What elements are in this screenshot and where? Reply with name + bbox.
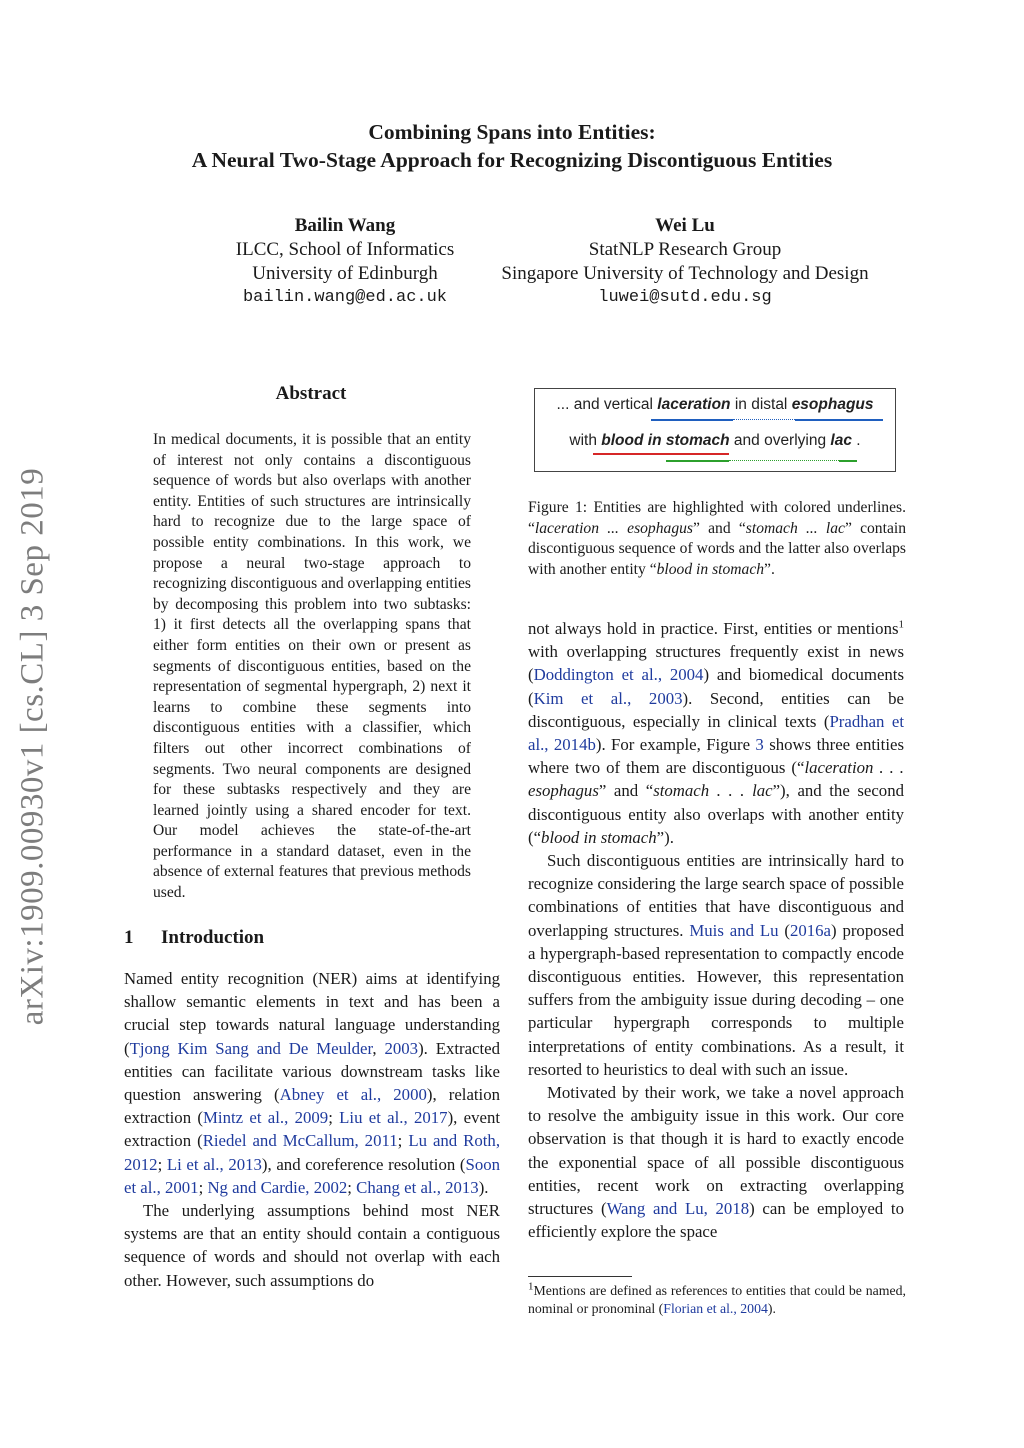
citation-link[interactable]: Florian et al., 2004 <box>663 1301 768 1316</box>
arxiv-identifier: arXiv:1909.00930v1 [cs.CL] 3 Sep 2019 <box>14 467 51 1026</box>
citation-link[interactable]: Muis and Lu <box>689 920 779 940</box>
text-run: not always hold in practice. First, entities or mentions <box>528 619 899 638</box>
italic-text: blood in stomach <box>541 827 657 847</box>
entity-underline-blue <box>795 419 883 421</box>
paragraph <box>528 617 904 849</box>
text-run: Named entity recognition (NER) aims at identifying shallow semantic elements in text and has been a crucial step towards natural language understanding ( <box>124 969 500 1058</box>
figure-text: . <box>851 432 861 449</box>
citation-link[interactable]: Chang et al., 2013 <box>356 1177 479 1197</box>
author-block-1 <box>200 214 490 310</box>
entity-esophagus: esophagus <box>791 396 874 413</box>
intro-right-column <box>528 617 904 1243</box>
italic-text: laceration ... esophagus <box>534 519 693 537</box>
author-email[interactable]: bailin.wang@ed.ac.uk <box>242 288 448 307</box>
text-run: ) can be employed to efficiently explore the space <box>528 1199 904 1242</box>
footnote-marker[interactable]: 1 <box>528 1280 534 1293</box>
text-run: ; <box>397 1131 409 1151</box>
text-run: ; <box>198 1177 208 1197</box>
entity-blood-in-stomach: blood in stomach <box>601 432 730 449</box>
text-run: ” and “ <box>693 519 746 537</box>
citation-link[interactable]: Liu et al., 2017 <box>339 1108 448 1128</box>
text-run: ; <box>157 1154 167 1174</box>
section-title: Introduction <box>161 927 265 948</box>
entity-underline-red <box>593 453 729 455</box>
citation-link[interactable]: Soon et al., 2001 <box>124 1154 500 1197</box>
text-run: ), event extraction ( <box>124 1108 500 1151</box>
text-run: ” and “ <box>598 781 654 801</box>
text-run: ) and biomedical documents ( <box>528 665 904 708</box>
author-block-2 <box>480 214 890 310</box>
citation-link[interactable]: Pradhan et al., 2014b <box>528 711 904 755</box>
author-email[interactable]: luwei@sutd.edu.sg <box>598 288 772 307</box>
entity-laceration: laceration <box>657 396 731 413</box>
citation-link[interactable]: Doddington et al., 2004 <box>533 665 704 685</box>
entity-underline-blue-dotted <box>733 419 795 420</box>
text-run: ). Second, entities can be discontiguous, especially in clinical texts ( <box>528 688 904 731</box>
figure-text: in distal <box>730 396 792 413</box>
paragraph <box>124 967 500 1199</box>
entity-underline-blue <box>651 419 733 421</box>
citation-link[interactable]: 2016a <box>789 920 831 940</box>
citation-link[interactable]: Lu and Roth, 2012 <box>124 1131 501 1174</box>
citation-link[interactable]: Abney et al., 2000 <box>279 1085 427 1105</box>
citation-link[interactable]: Ng and Cardie, 2002 <box>207 1177 348 1197</box>
author-affiliation: ILCC, School of Informatics <box>235 239 455 260</box>
section-number: 1 <box>124 927 134 948</box>
citation-link[interactable]: Wang and Lu, 2018 <box>606 1199 750 1219</box>
text-run: ; <box>347 1177 357 1197</box>
text-run: ; <box>328 1108 340 1128</box>
title-line-2: A Neural Two-Stage Approach for Recognizing Discontiguous Entities <box>191 148 833 172</box>
text-run: Motivated by their work, we take a novel approach to resolve the ambiguity issue in this work. Our core observation is that though it is hard to exactly encode the exponential space of all possible discontiguous entities, recent work on extracting overlapping structures ( <box>528 1083 904 1219</box>
figure-text: and overlying <box>729 432 831 449</box>
figure-text: ... and vertical <box>556 396 658 413</box>
paragraph <box>528 849 904 1081</box>
italic-text: stomach . . . lac <box>653 781 773 801</box>
author-affiliation: StatNLP Research Group <box>588 239 782 260</box>
citation-link[interactable]: Tjong Kim Sang and De Meulder <box>129 1038 373 1058</box>
abstract-heading: Abstract <box>275 383 347 404</box>
text-run: ”), and the second discontiguous entity also overlaps with another entity (“ <box>528 781 904 847</box>
entity-underline-green-dotted <box>729 460 839 461</box>
abstract-text: In medical documents, it is possible that an entity of interest not only contains a discontiguous sequence of words but also overlaps with another entity. Entities of such structures are intrinsically hard to recognize due to the large space of possible entity combinations. In this work, we propose a neural two-stage approach to recognizing discontiguous and overlapping entities by decomposing this problem into two subtasks: 1) it first detects all the overlapping spans that either form entities on their own or present as segments of discontiguous entities, based on the representation of segmental hypergraph, 2) next it learns to combine these segments into discontiguous entities with a classifier, which filters out other incorrect combinations of segments. Two neural components are designed for these subtasks respectively and they are learned jointly using a shared encoder for text. Our model achieves the state-of-the-art performance in a standard dataset, even in the absence of external features that previous methods used. <box>153 431 471 902</box>
text-run: ), relation extraction ( <box>124 1085 500 1128</box>
citation-link[interactable]: Li et al., 2013 <box>166 1154 262 1174</box>
text-run: Figure 1: Entities are highlighted with colored underlines. “ <box>528 499 906 537</box>
text-run: ). <box>478 1177 489 1197</box>
text-run: ” contain discontiguous sequence of words and the latter also overlaps with another entity “ <box>528 519 906 578</box>
entity-underline-green <box>666 460 729 462</box>
citation-link[interactable]: 2003 <box>384 1038 419 1058</box>
paper-title <box>0 118 1024 174</box>
text-run: ). <box>767 1301 776 1316</box>
citation-link[interactable]: Mintz et al., 2009 <box>203 1108 329 1128</box>
text-run: ) proposed a hypergraph-based representation to compactly encode discontiguous entities. However, this representation suffers from the ambiguity issue during decoding – one particular hypergraph corresponds to multiple interpretations of entity combinations. As a result, it resorted to heuristics to deal with such an issue. <box>528 920 904 1079</box>
figure-line-1 <box>535 396 895 414</box>
text-run: ). For example, Figure <box>595 735 756 755</box>
italic-text: stomach ... lac <box>745 519 845 537</box>
text-run: ). Extracted entities can facilitate various downstream tasks like question answering ( <box>124 1038 501 1105</box>
title-line-1: Combining Spans into Entities: <box>368 120 656 144</box>
author-name: Wei Lu <box>655 215 715 236</box>
entity-underline-green <box>839 460 857 462</box>
text-run: , <box>372 1038 385 1058</box>
figure-caption <box>528 498 906 580</box>
figure-line-2 <box>535 432 895 450</box>
citation-link[interactable]: 3 <box>755 735 764 755</box>
text-run: ”). <box>656 827 674 847</box>
author-affiliation: Singapore University of Technology and Design <box>501 263 869 284</box>
figure-text: with <box>569 432 602 449</box>
entity-lac: lac <box>830 432 852 449</box>
text-run: ( <box>778 920 790 940</box>
text-run: Such discontiguous entities are intrinsically hard to recognize considering the large search space of possible combinations of entities that have discontiguous and overlapping structures. <box>528 851 904 940</box>
paragraph: The underlying assumptions behind most NER systems are that an entity should contain a contiguous sequence of words and should not overlap with each other. However, such assumptions do <box>124 1201 500 1290</box>
text-run: shows three entities where two of them are discontiguous (“ <box>528 735 904 778</box>
text-run: ”. <box>764 560 775 578</box>
intro-left-column <box>124 967 500 1292</box>
figure-1 <box>534 388 896 472</box>
paragraph <box>528 1081 904 1243</box>
author-name: Bailin Wang <box>294 215 396 236</box>
text-run: with overlapping structures frequently exist in news ( <box>528 642 904 685</box>
text-run: Mentions are defined as references to entities that could be named, nominal or pronominal ( <box>528 1283 906 1316</box>
citation-link[interactable]: Kim et al., 2003 <box>533 688 683 708</box>
footnote-marker[interactable]: 1 <box>898 618 904 631</box>
author-affiliation: University of Edinburgh <box>252 263 438 284</box>
italic-text: laceration . . . esophagus <box>528 758 904 801</box>
citation-link[interactable]: Riedel and McCallum, 2011 <box>202 1131 398 1151</box>
section-heading <box>124 927 264 949</box>
text-run: ), and coreference resolution ( <box>261 1154 466 1174</box>
italic-text: blood in stomach <box>656 560 765 578</box>
footnote <box>528 1282 906 1318</box>
footnote-rule <box>528 1276 632 1277</box>
